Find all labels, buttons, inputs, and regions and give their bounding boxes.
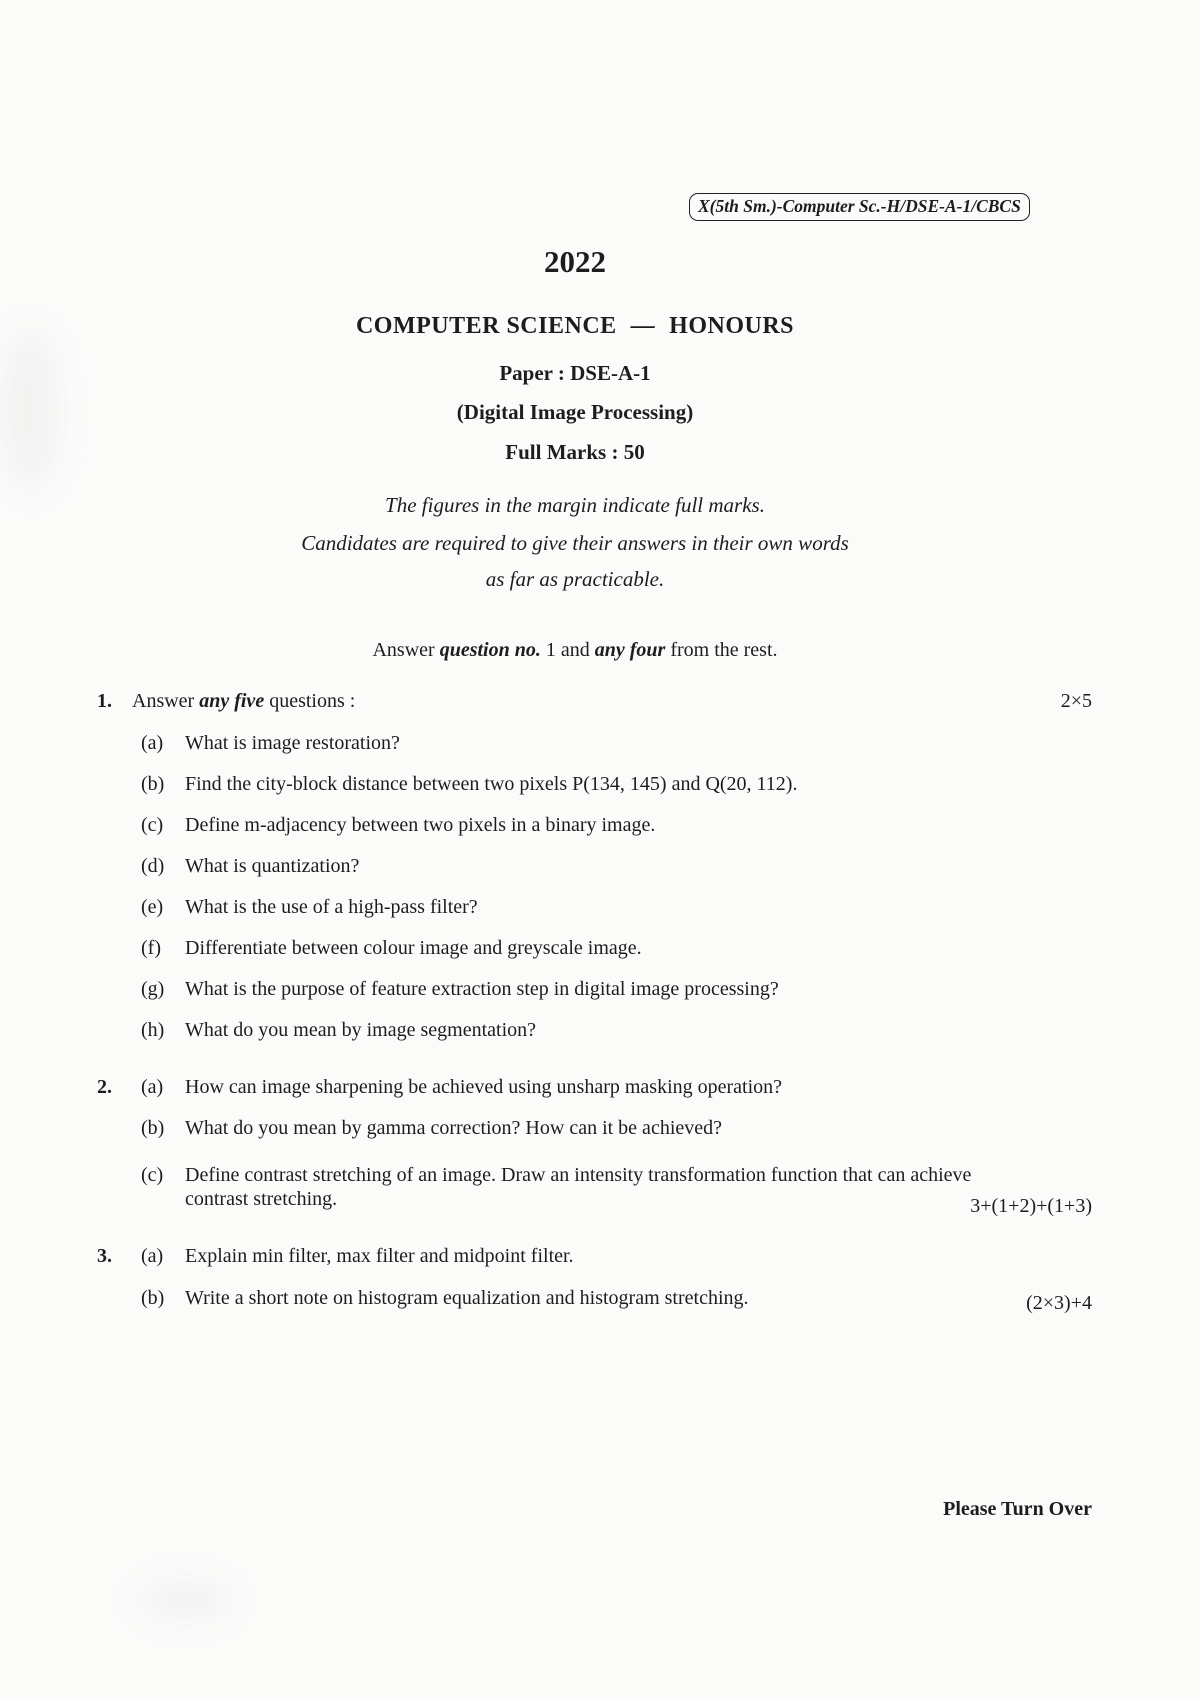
part-label: (a) (141, 1245, 164, 1267)
stem-prefix: Answer (132, 690, 200, 712)
part-text: What is the use of a high-pass filter? (185, 896, 478, 918)
instruction-line: Candidates are required to give their answers in their own words (301, 531, 849, 555)
answer-emph: question no. (439, 639, 541, 661)
stem-emph: any five (199, 690, 265, 712)
part-label: (e) (141, 896, 164, 918)
stem-suffix: questions : (264, 690, 356, 712)
part-text: Differentiate between colour image and greyscale image. (185, 937, 642, 959)
part-text: Write a short note on histogram equalization and histogram stretching. (185, 1287, 749, 1309)
part-label: (d) (141, 855, 165, 877)
part-text: Find the city-block distance between two pixels P(134, 145) and Q(20, 112). (185, 773, 798, 795)
question-number: 1. (97, 690, 112, 712)
part-text: What is image restoration? (185, 732, 400, 754)
subject-title (0, 313, 1150, 340)
question-number: 3. (97, 1245, 112, 1267)
instruction-line: The figures in the margin indicate full marks. (385, 493, 765, 517)
part-label: (g) (141, 978, 165, 1000)
answer-emph: any four (594, 639, 666, 661)
part-text: Explain min filter, max filter and midpoint filter. (185, 1245, 574, 1267)
paper-id: Paper : DSE-A-1 (499, 361, 651, 385)
full-marks: Full Marks : 50 (505, 440, 645, 464)
part-text: What is quantization? (185, 855, 360, 877)
part-text: What do you mean by image segmentation? (185, 1019, 537, 1041)
question-stem (132, 690, 355, 713)
subject-name: COMPUTER SCIENCE (355, 313, 617, 339)
answer-instruction (0, 639, 1150, 662)
question-number: 2. (97, 1076, 112, 1098)
subject-level: HONOURS (669, 313, 795, 339)
answer-mid: 1 and (540, 639, 595, 661)
part-text: How can image sharpening be achieved using unsharp masking operation? (185, 1076, 783, 1098)
part-text: Define contrast stretching of an image. Draw an intensity transformation function that can achieve (185, 1164, 972, 1186)
part-text: What do you mean by gamma correction? How can it be achieved? (185, 1117, 723, 1139)
part-label: (b) (141, 1287, 165, 1309)
part-text-continued: contrast stretching. (185, 1188, 338, 1210)
turn-over-note: Please Turn Over (943, 1498, 1092, 1520)
part-text: What is the purpose of feature extraction step in digital image processing? (185, 978, 779, 1000)
part-label: (c) (141, 814, 164, 836)
instruction-line: as far as practicable. (485, 567, 665, 591)
part-label: (h) (141, 1019, 165, 1041)
answer-prefix: Answer (372, 639, 440, 661)
paper-code: X(5th Sm.)-Computer Sc.-H/DSE-A-1/CBCS (689, 193, 1030, 221)
question-marks: (2×3)+4 (1026, 1292, 1092, 1314)
answer-suffix: from the rest. (665, 639, 778, 661)
part-label: (a) (141, 732, 164, 754)
part-text: Define m-adjacency between two pixels in a binary image. (185, 814, 656, 836)
part-label: (b) (141, 1117, 165, 1139)
part-label: (b) (141, 773, 165, 795)
part-label: (f) (141, 937, 161, 959)
scan-smudge (140, 1580, 230, 1620)
part-label: (c) (141, 1164, 164, 1186)
part-label: (a) (141, 1076, 164, 1098)
question-marks: 2×5 (1060, 690, 1092, 712)
question-marks: 3+(1+2)+(1+3) (970, 1195, 1092, 1217)
subject-dash: — (630, 313, 656, 339)
exam-year: 2022 (544, 244, 606, 279)
paper-topic: (Digital Image Processing) (456, 400, 694, 424)
